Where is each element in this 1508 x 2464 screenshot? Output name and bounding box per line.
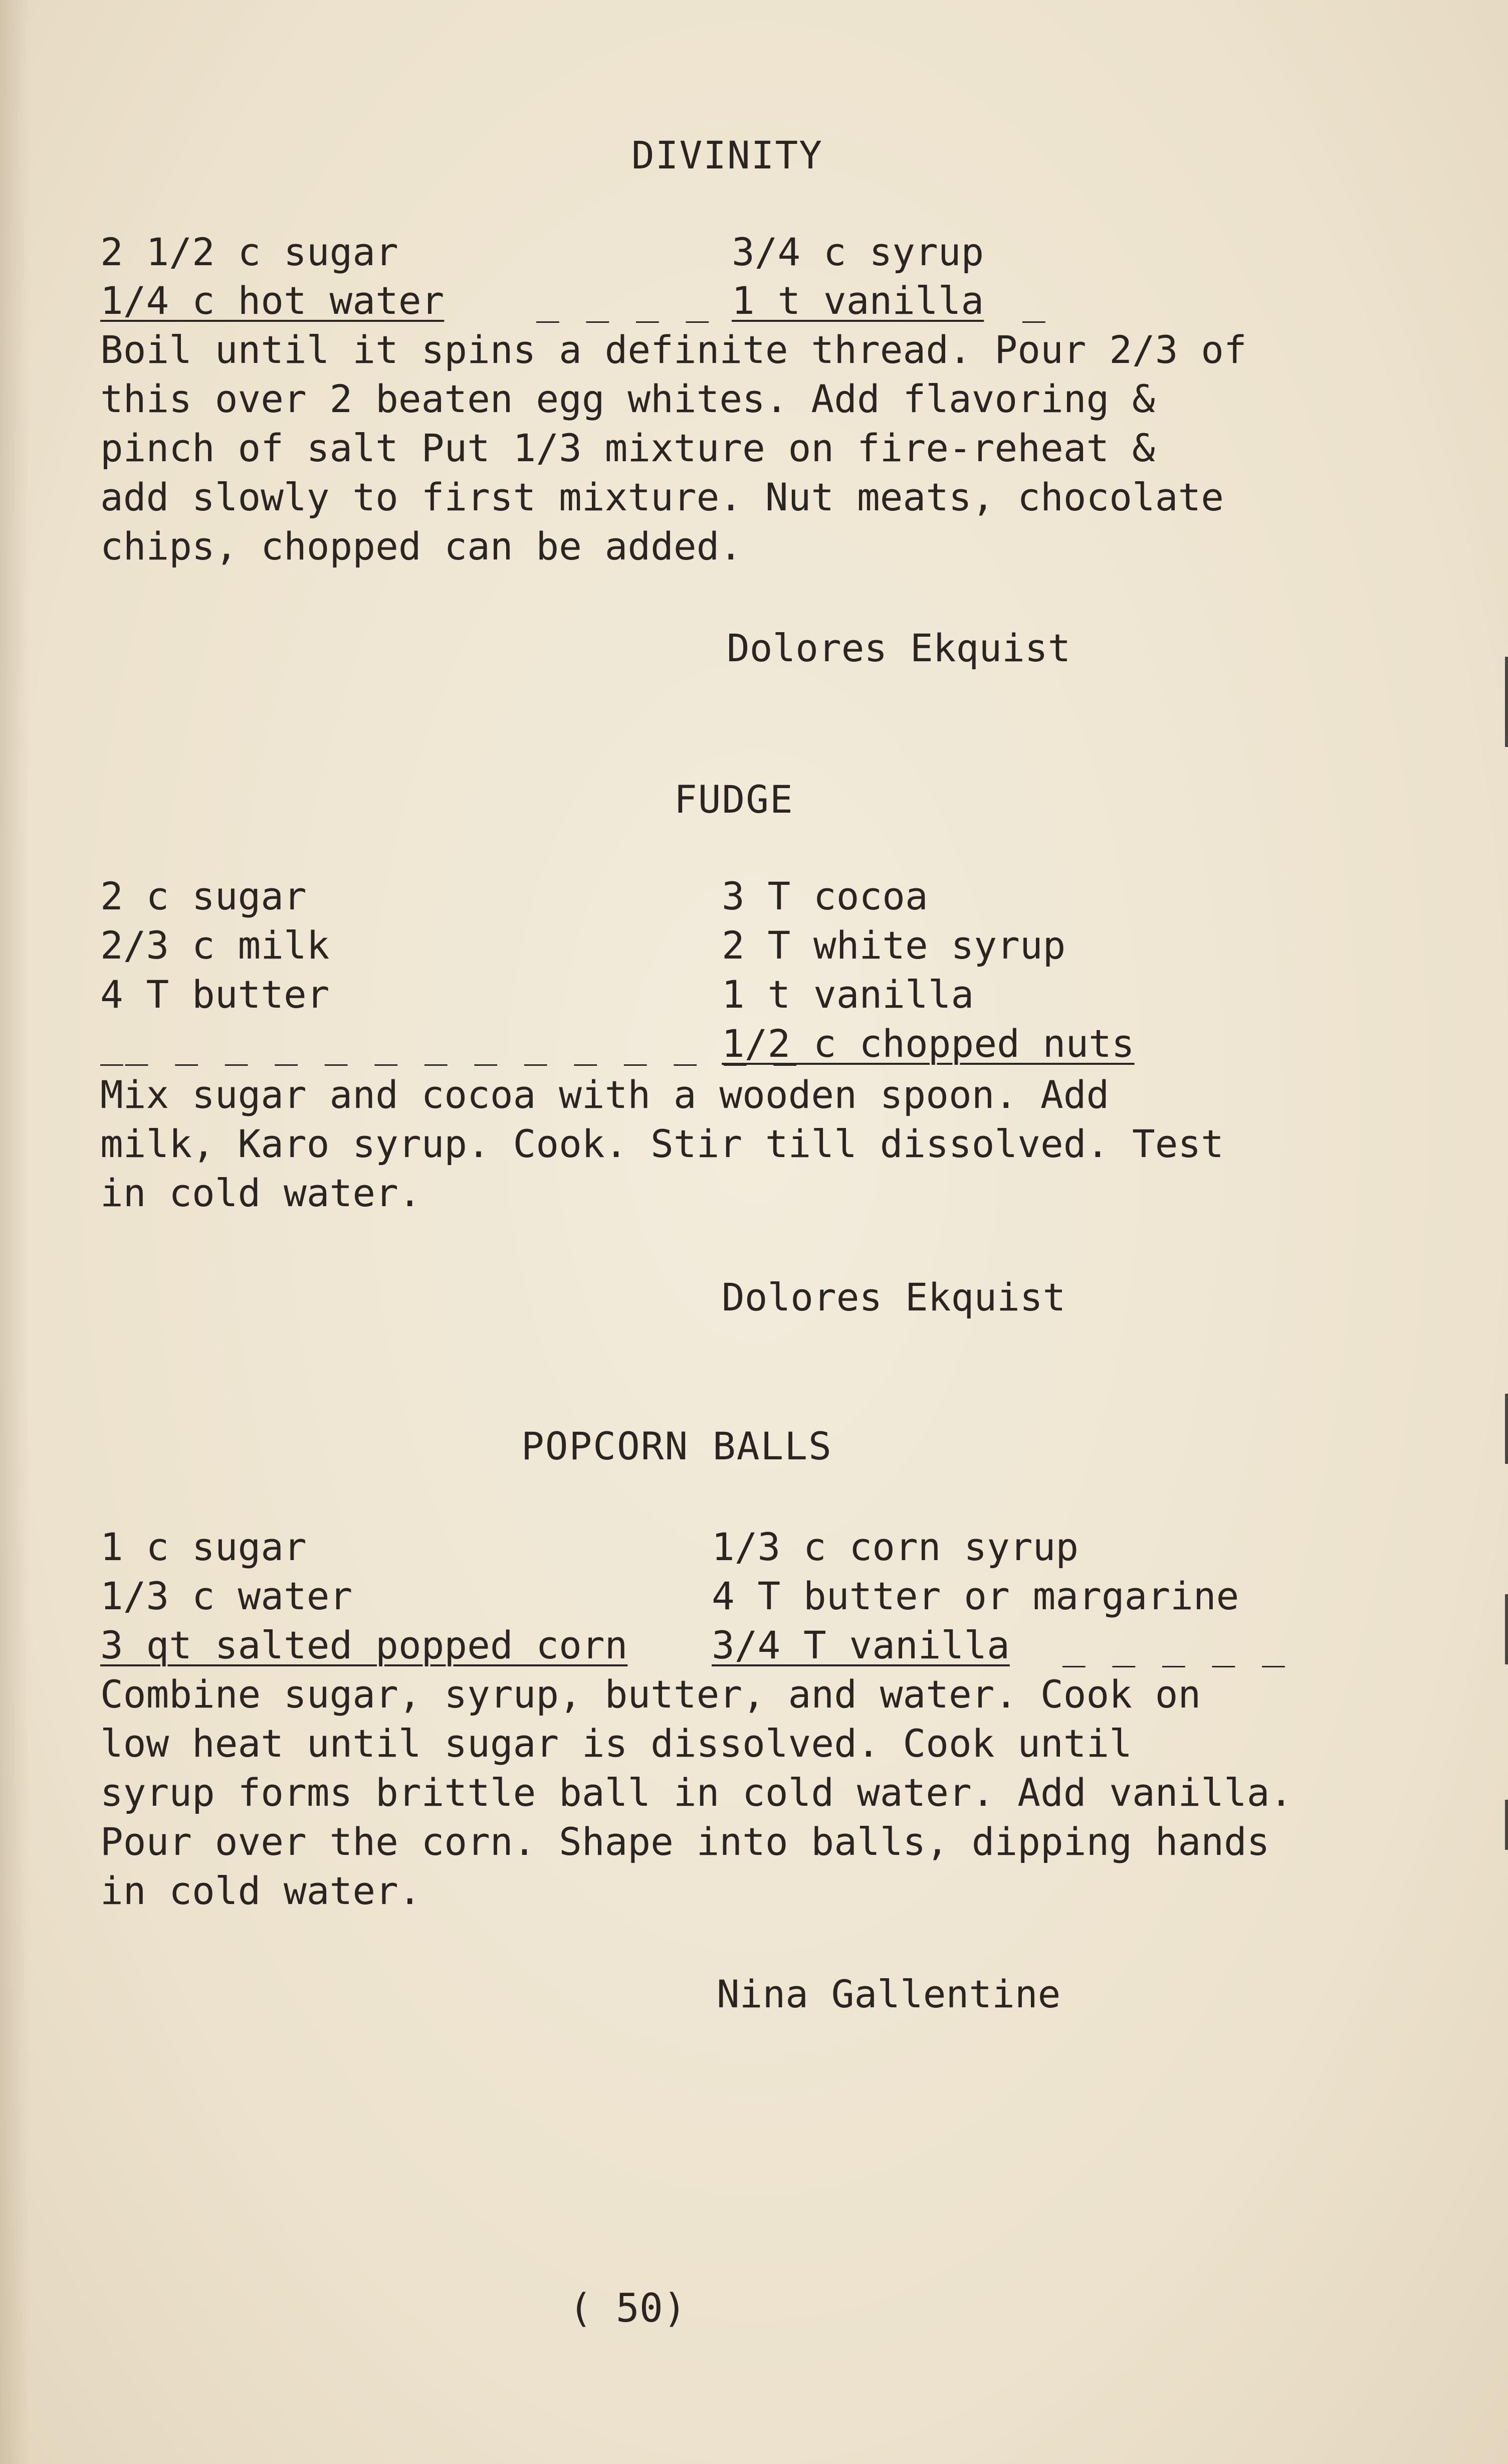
- ingredient: 3 T cocoa: [722, 874, 928, 918]
- ingredient: 2 T white syrup: [722, 923, 1066, 968]
- rule-dashes: _: [1022, 278, 1047, 323]
- ingredient: 1/2 c chopped nuts: [722, 1021, 1135, 1066]
- ingredient: 2 c sugar: [100, 874, 307, 918]
- ingredient: 1 t vanilla: [732, 278, 984, 323]
- recipe-author: Dolores Ekquist: [722, 1275, 1066, 1319]
- ingredient: 2 1/2 c sugar: [100, 230, 398, 274]
- rule-dashes: _ _ _ _ _: [1062, 1623, 1287, 1667]
- ingredient: 3 qt salted popped corn: [100, 1623, 628, 1667]
- edge-mark: [1505, 1394, 1508, 1464]
- instruction-line: Pour over the corn. Shape into balls, dipping hands: [100, 1819, 1270, 1864]
- ingredient: 3/4 c syrup: [732, 230, 984, 274]
- edge-mark: [1505, 1800, 1508, 1850]
- instruction-line: chips, chopped can be added.: [100, 524, 743, 568]
- rule-dashes: _ _ _ _: [536, 278, 711, 323]
- instruction-line: in cold water.: [100, 1171, 421, 1215]
- instruction-line: this over 2 beaten egg whites. Add flavoring &: [100, 376, 1155, 421]
- recipe-author: Dolores Ekquist: [727, 626, 1071, 670]
- recipe-title: POPCORN BALLS: [521, 1424, 832, 1468]
- instruction-line: milk, Karo syrup. Cook. Stir till dissolved. Test: [100, 1121, 1224, 1166]
- instruction-line: in cold water.: [100, 1868, 421, 1913]
- instruction-line: pinch of salt Put 1/3 mixture on fire-reheat &: [100, 426, 1155, 470]
- edge-mark: [1505, 1594, 1508, 1664]
- instruction-line: Mix sugar and cocoa with a wooden spoon. Add: [100, 1072, 1110, 1117]
- ingredient: 3/4 T vanilla: [712, 1623, 1010, 1667]
- recipe-title: FUDGE: [674, 777, 794, 822]
- instruction-line: add slowly to first mixture. Nut meats, chocolate: [100, 475, 1224, 519]
- recipe-author: Nina Gallentine: [717, 1972, 1061, 2016]
- ingredient: 1 t vanilla: [722, 972, 974, 1017]
- ingredient: 2/3 c milk: [100, 923, 330, 968]
- ingredient: 1/4 c hot water: [100, 278, 445, 323]
- recipe-title: DIVINITY: [631, 133, 823, 177]
- instruction-line: syrup forms brittle ball in cold water. Add vanilla.: [100, 1770, 1293, 1815]
- edge-mark: [1505, 657, 1508, 747]
- ingredient: 1/3 c corn syrup: [712, 1525, 1079, 1569]
- ingredient: 1/3 c water: [100, 1574, 353, 1618]
- ingredient: 1 c sugar: [100, 1525, 307, 1569]
- instruction-line: Boil until it spins a definite thread. Pour 2/3 of: [100, 327, 1247, 372]
- rule-dashes: __ _ _ _ _ _ _ _ _ _ _ _ _ _: [100, 1021, 799, 1066]
- instruction-line: Combine sugar, syrup, butter, and water. Cook on: [100, 1672, 1201, 1717]
- page-number: ( 50): [569, 2286, 687, 2331]
- binding-shadow: [0, 0, 30, 2464]
- instruction-line: low heat until sugar is dissolved. Cook until: [100, 1721, 1133, 1766]
- ingredient: 4 T butter: [100, 972, 330, 1017]
- ingredient: 4 T butter or margarine: [712, 1574, 1239, 1618]
